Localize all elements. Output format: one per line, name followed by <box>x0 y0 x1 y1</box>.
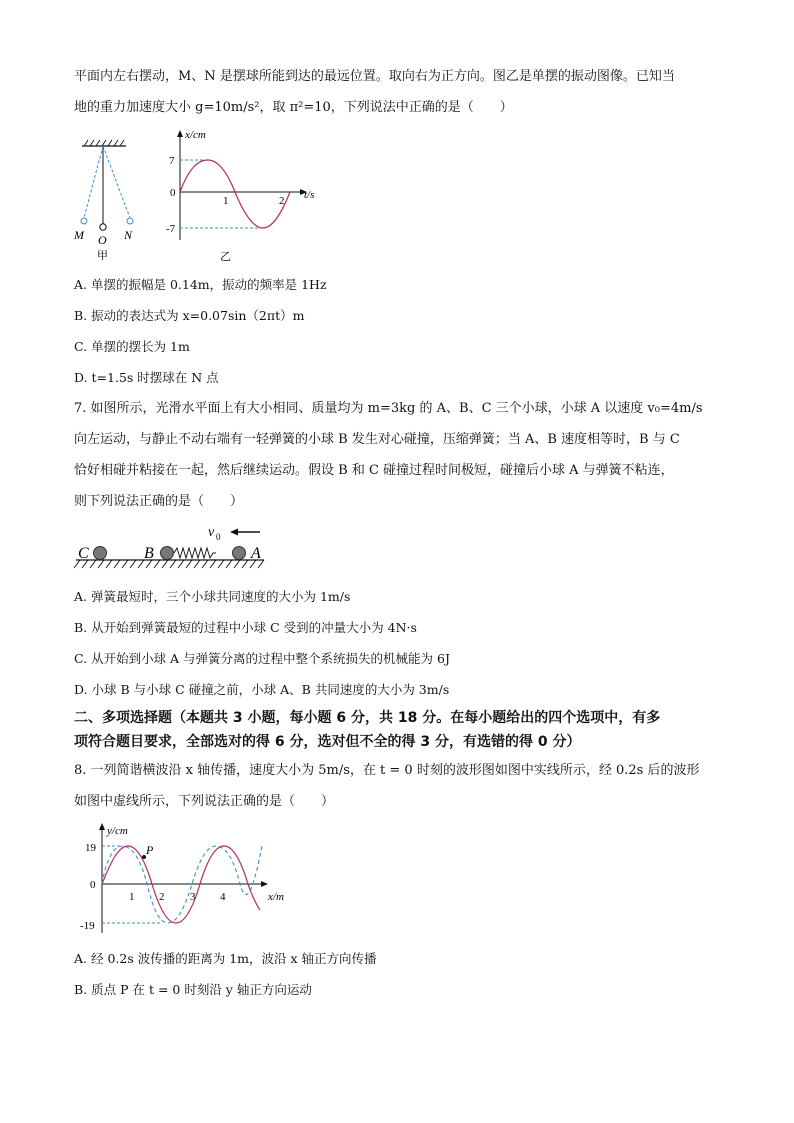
tick-7: 7 <box>169 155 175 167</box>
pendulum-string-right <box>103 146 130 218</box>
label-c: C <box>78 545 89 562</box>
label-b: B <box>144 545 154 562</box>
pendulum-ball-o <box>100 224 106 230</box>
wave-graph <box>74 820 304 935</box>
ball-c <box>94 547 107 560</box>
q7-option-a: A. 弹簧最短时，三个小球共同速度的大小为 1m/s <box>74 589 351 604</box>
vibration-graph <box>165 128 325 263</box>
x-axis-label: t/s <box>304 189 315 201</box>
pendulum-figure <box>70 140 140 262</box>
label-a: A <box>251 545 261 562</box>
y-axis-label-wave: y/cm <box>107 825 128 837</box>
q6-stem-line-1: 平面内左右摆动，M、N 是摆球所能到达的最远位置。取向右为正方向。图乙是单摆的振动图像。已知当 <box>74 69 675 84</box>
pendulum-ball-m <box>81 218 87 224</box>
tick-4-wave: 4 <box>220 891 226 903</box>
label-o: O <box>98 233 107 247</box>
tick-19: 19 <box>85 842 96 854</box>
q7-stem-line-2: 向左运动，与静止不动右端有一轻弹簧的小球 B 发生对心碰撞，压缩弹簧；当 A、B 速度相等时，B 与 C <box>74 432 680 447</box>
q8-stem-line-2: 如图中虚线所示，下列说法正确的是（ ） <box>74 794 335 809</box>
y-axis-label: x/cm <box>185 129 206 141</box>
q8-option-b: B. 质点 P 在 t = 0 时刻沿 y 轴正方向运动 <box>74 982 312 997</box>
q7-option-d: D. 小球 B 与小球 C 碰撞之前，小球 A、B 共同速度的大小为 3m/s <box>74 682 450 697</box>
q6-option-a: A. 单摆的振幅是 0.14m，振动的频率是 1Hz <box>74 277 327 292</box>
vibration-curve <box>180 160 290 228</box>
label-v0: v <box>208 525 215 540</box>
balls-spring-figure <box>74 520 274 578</box>
tick-1-wave: 1 <box>129 891 135 903</box>
x-axis-label-wave: x/m <box>268 891 284 903</box>
q6-option-c: C. 单摆的摆长为 1m <box>74 339 190 354</box>
q8-stem-line-1: 8. 一列简谐横波沿 x 轴传播，速度大小为 5m/s，在 t = 0 时刻的波形图如图中实线所示，经 0.2s 后的波形 <box>74 763 700 778</box>
tick-0: 0 <box>170 187 176 199</box>
caption-yi: 乙 <box>220 251 231 263</box>
ball-a <box>233 547 246 560</box>
label-m: M <box>74 228 84 242</box>
caption-jia: 甲 <box>97 250 108 262</box>
tick-0-wave: 0 <box>90 879 96 891</box>
tick-2: 2 <box>279 195 285 207</box>
q8-option-a: A. 经 0.2s 波传播的距离为 1m，波沿 x 轴正方向传播 <box>74 951 377 966</box>
section-2-heading-line-2: 项符合题目要求，全部选对的得 6 分，选对但不全的得 3 分，有选错的得 0 分） <box>74 734 581 750</box>
q7-stem-line-1: 7. 如图所示，光滑水平面上有大小相同、质量均为 m=3kg 的 A、B、C 三个小球，小球 A 以速度 v₀=4m/s <box>74 401 703 416</box>
q7-stem-line-4: 则下列说法正确的是（ ） <box>74 494 244 509</box>
pendulum-string-left <box>84 146 103 218</box>
tick-1: 1 <box>223 195 229 207</box>
label-n: N <box>124 228 133 242</box>
q6-option-b: B. 振动的表达式为 x=0.07sin（2πt）m <box>74 308 305 323</box>
tick-neg19: -19 <box>80 920 95 932</box>
label-v0-sub: 0 <box>216 532 221 542</box>
q7-option-b: B. 从开始到弹簧最短的过程中小球 C 受到的冲量大小为 4N·s <box>74 620 417 635</box>
ball-b <box>161 547 174 560</box>
tick-neg7: -7 <box>166 223 176 235</box>
q7-option-c: C. 从开始到小球 A 与弹簧分离的过程中整个系统损失的机械能为 6J <box>74 651 450 666</box>
q7-stem-line-3: 恰好相碰并粘接在一起，然后继续运动。假设 B 和 C 碰撞过程时间极短，碰撞后小球 A 与弹簧不粘连， <box>74 463 674 478</box>
spring <box>174 548 216 558</box>
label-p: P <box>146 843 154 857</box>
tick-2-wave: 2 <box>159 891 165 903</box>
q6-option-d: D. t=1.5s 时摆球在 N 点 <box>74 370 219 385</box>
section-2-heading-line-1: 二、多项选择题（本题共 3 小题，每小题 6 分，共 18 分。在每小题给出的四个选项中，有多 <box>74 710 661 726</box>
pendulum-ball-n <box>127 218 133 224</box>
q6-stem-line-2: 地的重力加速度大小 g=10m/s²，取 π²=10，下列说法中正确的是（ ） <box>74 100 513 115</box>
tick-3-wave: 3 <box>190 891 196 903</box>
